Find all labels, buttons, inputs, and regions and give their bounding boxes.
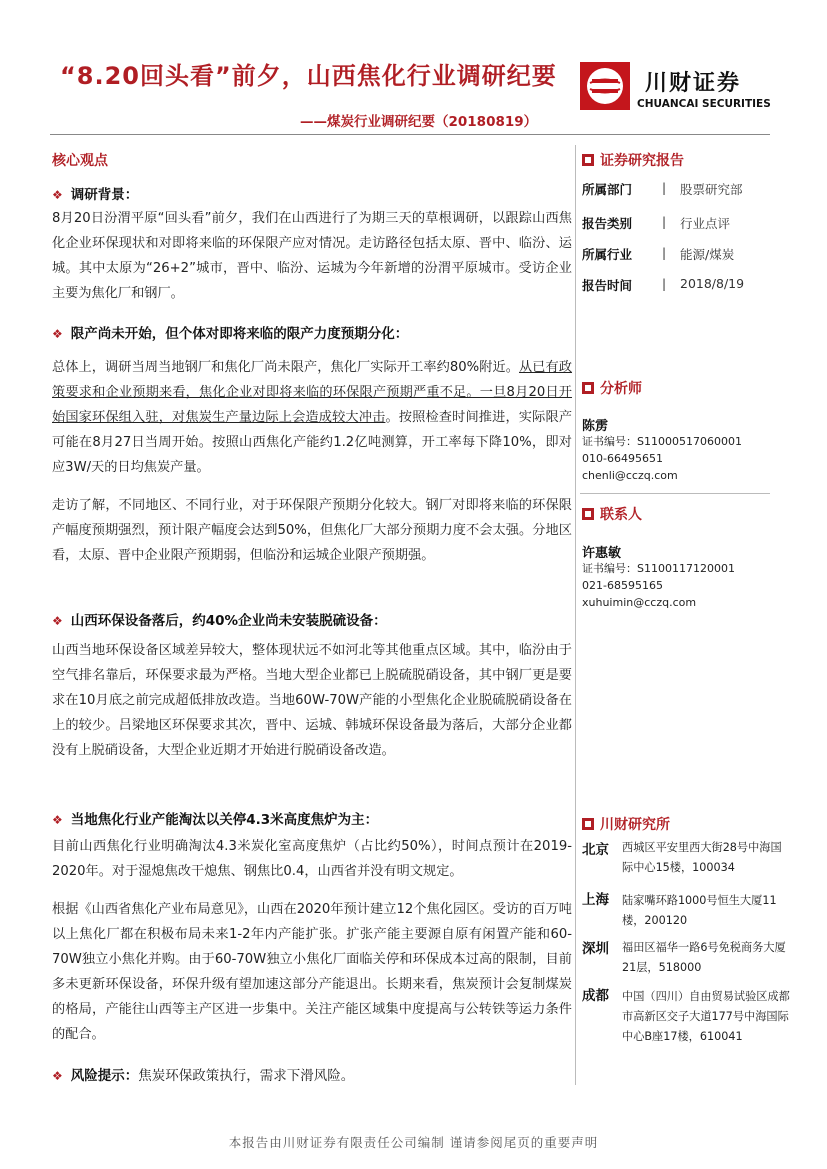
paragraph-capacity-elimination: 目前山西焦化行业明确淘汰4.3米炭化室高度焦炉（占比约50%），时间点预计在2019-2020年。对于湿熄焦改干熄焦、钢焦比0.4，山西省并没有明文规定。 — [52, 839, 572, 879]
info-label-industry: 所属行业 — [582, 247, 633, 262]
institute-heading: 川财研究所 — [582, 814, 670, 834]
office-address-shenzhen: 福田区福华一路6号免税商务大厦21层，518000 — [622, 941, 786, 974]
info-label-date: 报告时间 — [582, 278, 633, 293]
office-city-chengdu: 成都 — [582, 988, 609, 1004]
emphasis-underline: 从已有政策要求和企业预期来看，焦化企业对即将来临的环保限产预期严重不足。一旦8月20日开始国家环保组入驻，对焦炭生产量边际上会造成较大冲击 — [52, 360, 573, 425]
paragraph-industry-layout: 根据《山西省焦化产业布局意见》，山西在2020年预计建立12个焦化园区。受访的百万吨以上焦化厂都在积极布局未来1-2年内产能扩张。扩张产能主要源自原有闲置产能和60-70W独立小焦化并购。由于60-70W独立小焦化厂面临关停和环保成本过高的限制，目前多未更新环保设备，环保升级有望加速这部分产能退出。长期来看，焦炭预计会复制煤炭的格局，产能往山西等主产区进一步集中。关注产能区域集中度提高与公转铁等运力条件的配合。 — [52, 902, 572, 1042]
info-value-industry: 能源/煤炭 — [680, 247, 735, 262]
risk-warning: ❖ 风险提示：焦炭环保政策执行，需求下滑风险。 — [52, 1068, 355, 1084]
office-city-shanghai: 上海 — [582, 892, 609, 908]
paragraph-background: 8月20日汾渭平原“回头看”前夕，我们在山西进行了为期三天的草根调研，以跟踪山西焦化企业环保现状和对即将来临的环保限产应对情况。走访路径包括太原、晋中、临汾、运城。其中太原为“26+2”城市，晋中、临汾、运城为今年新增的汾渭平原城市。受访企业主要为焦化厂和钢厂。 — [52, 211, 572, 301]
contact-cert: 证书编号：S1100117120001 — [582, 562, 735, 575]
diamond-bullet-icon: ❖ — [52, 327, 63, 341]
contact-phone: 021-68595165 — [582, 579, 663, 592]
heading-background: ❖ 调研背景： — [52, 187, 139, 203]
logo-english: CHUANCAI SECURITIES — [637, 98, 771, 110]
paragraph-production-limit: 总体上，调研当周当地钢厂和焦化厂尚未限产，焦化厂实际开工率约80%附近。从已有政策要求和企业预期来看，焦化企业对即将来临的环保限产预期严重不足。一旦8月20日开始国家环保组入驻，对焦炭生产量边际上会造成较大冲击。按照检查时间推进，实际限产可能在8月27日当周开始。按照山西焦化产能约1.2亿吨测算，开工率每下降10%，即对应3W/天的日均焦炭产量。 — [52, 360, 573, 475]
contact-email[interactable]: xuhuimin@cczq.com — [582, 596, 697, 609]
square-bullet-icon — [582, 508, 594, 520]
analyst-name: 陈雳 — [582, 419, 609, 434]
info-value-date: 2018/8/19 — [680, 276, 745, 291]
diamond-bullet-icon: ❖ — [52, 614, 63, 628]
office-address-beijing: 西城区平安里西大街28号中海国际中心15楼，100034 — [622, 841, 782, 874]
heading-capacity-elimination: ❖ 当地焦化行业产能淘汰以关停4.3米高度焦炉为主： — [52, 812, 379, 828]
analyst-email[interactable]: chenli@cczq.com — [582, 469, 678, 482]
page-footer: 本报告由川财证券有限责任公司编制 谨请参阅尾页的重要声明 — [228, 1135, 599, 1150]
square-bullet-icon — [582, 154, 594, 166]
page-title: “8.20回头看”前夕，山西焦化行业调研纪要 — [60, 62, 557, 90]
info-label-category: 报告类别 — [582, 216, 633, 231]
sidebar-divider — [580, 493, 770, 494]
info-value-department: 股票研究部 — [680, 182, 743, 197]
info-label-department: 所属部门 — [582, 182, 633, 197]
research-report-heading: 证券研究报告 — [582, 150, 684, 170]
diamond-bullet-icon: ❖ — [52, 188, 63, 202]
paragraph-expectation-split: 走访了解，不同地区、不同行业，对于环保限产预期分化较大。钢厂对即将来临的环保限产幅度预期强烈，预计限产幅度会达到50%，但焦化厂大部分预期力度不会太强。分地区看，太原、晋中企业限产预期弱，但临汾和运城企业限产预期强。 — [52, 498, 572, 563]
analyst-phone: 010-66495651 — [582, 452, 663, 465]
office-address-chengdu: 中国（四川）自由贸易试验区成都市高新区交子大道177号中海国际中心B座17楼，610041 — [622, 990, 790, 1043]
office-city-shenzhen: 深圳 — [582, 941, 609, 957]
office-city-beijing: 北京 — [582, 842, 609, 858]
core-view-title: 核心观点 — [52, 153, 108, 169]
heading-environmental-equipment: ❖ 山西环保设备落后，约40%企业尚未安装脱硫设备： — [52, 613, 387, 629]
office-address-shanghai: 陆家嘴环路1000号恒生大厦11楼，200120 — [622, 894, 777, 927]
logo-icon — [580, 62, 630, 110]
info-value-category: 行业点评 — [680, 216, 731, 231]
diamond-bullet-icon: ❖ — [52, 813, 63, 827]
diamond-bullet-icon: ❖ — [52, 1069, 63, 1083]
header-divider — [50, 134, 770, 135]
contact-heading: 联系人 — [582, 504, 642, 524]
logo-name: 川财证券 — [645, 71, 742, 96]
column-divider — [575, 145, 576, 1085]
analyst-cert: 证书编号：S1100051706000​1 — [582, 435, 742, 448]
contact-name: 许惠敏 — [582, 546, 622, 561]
paragraph-environmental-equipment: 山西当地环保设备区域差异较大，整体现状远不如河北等其他重点区域。其中，临汾由于空气排名靠后，环保要求最为严格。当地大型企业都已上脱硫脱硝设备，其中钢厂更是要求在10月底之前完成超低排放改造。当地60W-70W产能的小型焦化企业脱硫脱硝设备在上的较少。吕梁地区环保要求其次，晋中、运城、韩城环保设备最为落后，大部分企业都没有上脱硝设备，大型企业近期才开始进行脱硝设备改造。 — [52, 643, 572, 758]
heading-production-limit: ❖ 限产尚未开始，但个体对即将来临的限产力度预期分化： — [52, 326, 409, 342]
square-bullet-icon — [582, 818, 594, 830]
square-bullet-icon — [582, 382, 594, 394]
analyst-heading: 分析师 — [582, 378, 642, 398]
page-subtitle: ——煤炭行业调研纪要（20180819） — [300, 114, 538, 130]
